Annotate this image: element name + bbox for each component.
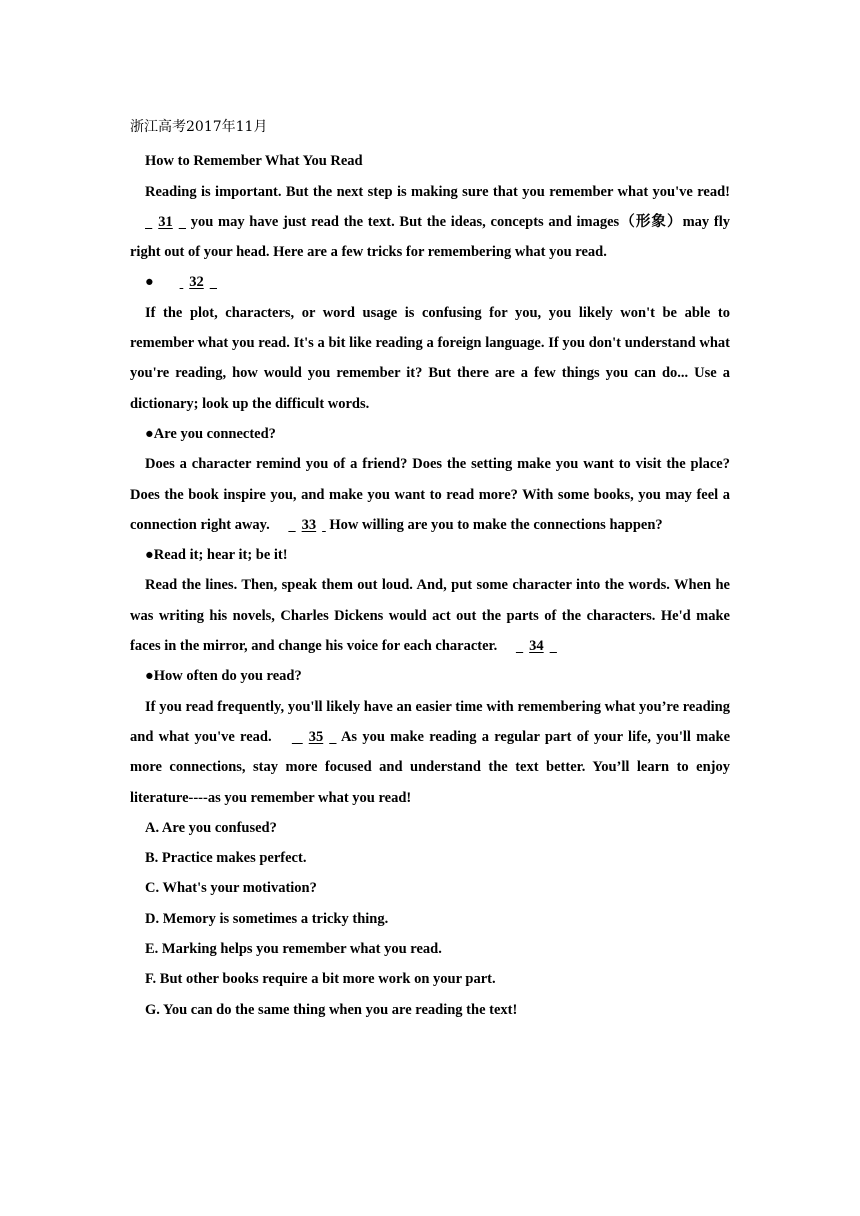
option-a: A. Are you confused? <box>145 819 277 836</box>
blank-33: 33 <box>301 516 317 533</box>
bullet-icon: ● <box>145 425 154 442</box>
option-g: G. You can do the same thing when you are reading the text! <box>145 1001 518 1018</box>
section-heading-connected <box>130 419 730 449</box>
section-heading-how-often <box>130 661 730 691</box>
blank-35: 35 <box>308 728 324 745</box>
section-heading-read-it <box>130 540 730 570</box>
option-f: F. But other books require a bit more work on your part. <box>145 971 496 988</box>
paragraph-text-before: Read the lines. Then, speak them out loud. And, put some character into the words. When he was writing his novels, Charles Dickens would act out the parts of the characters. He'd make faces in the mirror, and change his voice for each character. <box>130 577 730 655</box>
section-heading-32 <box>130 267 730 297</box>
bullet-icon: ● <box>145 547 154 564</box>
exam-source-header: 浙江高考2017年11月 <box>130 119 268 135</box>
heading-text: How often do you read? <box>153 668 302 685</box>
document-page <box>130 112 730 1025</box>
blank-32: 32 <box>189 274 204 291</box>
answer-options <box>130 813 730 1025</box>
paragraph-text-after: As you make reading a regular part of your life, you'll make more connections, stay more focused and understand the text better. You’ll learn to enjoy literature----as you remember what you read! <box>130 728 730 806</box>
paragraph-connected <box>130 449 730 540</box>
option-b: B. Practice makes perfect. <box>145 850 307 867</box>
passage-title: How to Remember What You Read <box>145 153 363 170</box>
intro-paragraph <box>130 177 730 268</box>
option-c: C. What's your motivation? <box>145 880 317 897</box>
intro-text-after: you may have just read the text. But the ideas, concepts and images（形象）may fly right out of your head. Here are a few tricks for remembering what you read. <box>130 213 730 261</box>
option-e: E. Marking helps you remember what you read. <box>145 941 442 958</box>
intro-text-before: Reading is important. But the next step is making sure that you remember what you've read! <box>145 183 730 200</box>
bullet-icon: ● <box>145 668 154 685</box>
paragraph-text-before: If you read frequently, you'll likely have an easier time with remembering what you’re reading and what you've read. <box>130 698 730 745</box>
paragraph-text-before: Does a character remind you of a friend? Does the setting make you want to visit the place? Does the book inspire you, and make you want to read more? With some books, you may feel a connection right away. <box>130 456 730 533</box>
heading-text: Are you connected? <box>153 425 276 442</box>
blank-31: 31 <box>158 213 173 230</box>
paragraph-text-after: How willing are you to make the connections happen? <box>325 516 663 533</box>
paragraph-how-often <box>130 692 730 813</box>
paragraph-confusing: If the plot, characters, or word usage is confusing for you, you likely won't be able to remember what you read. It's a bit like reading a foreign language. If you don't understand what you're reading, how would you remember it? But there are a few things you can do... Use a dictionary; look up the difficult words. <box>130 304 730 412</box>
paragraph-read-it <box>130 570 730 661</box>
bullet-icon: ● <box>145 274 154 291</box>
option-d: D. Memory is sometimes a tricky thing. <box>145 910 389 927</box>
heading-text: Read it; hear it; be it! <box>153 547 288 564</box>
blank-34: 34 <box>529 638 544 655</box>
